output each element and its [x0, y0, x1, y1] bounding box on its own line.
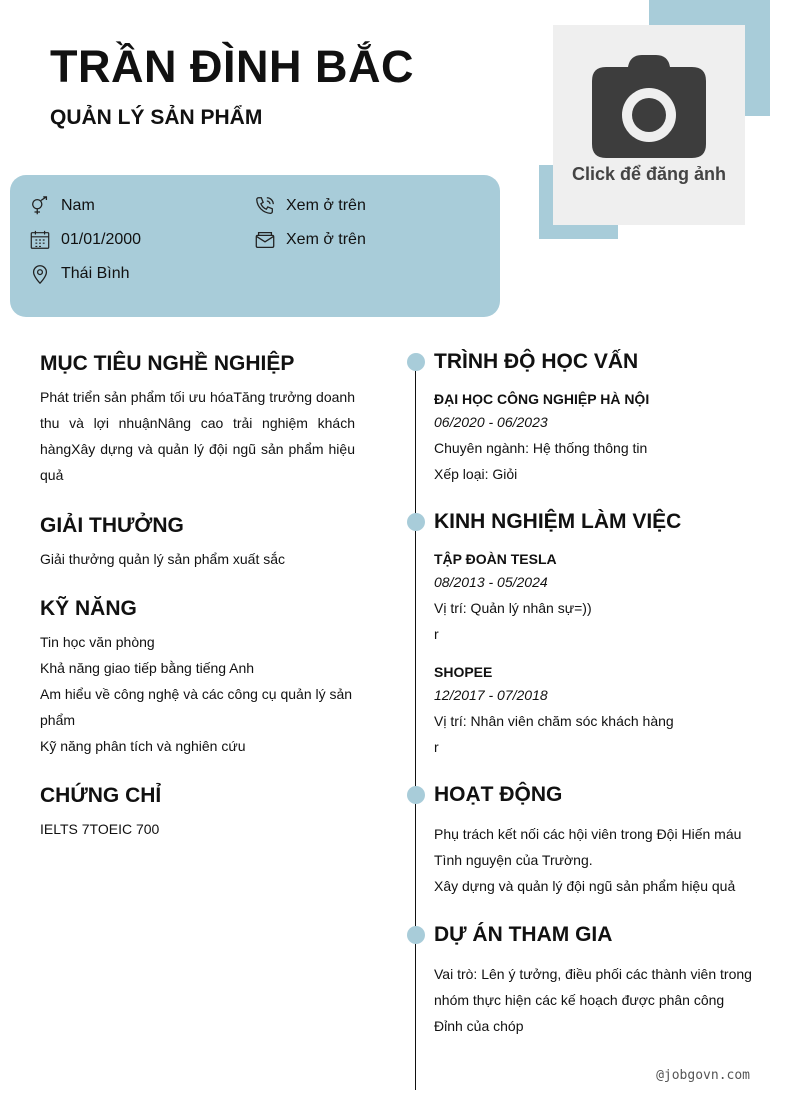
activity-item: Xây dựng và quản lý đội ngũ sản phẩm hiệu quả: [434, 878, 736, 894]
activities-title: HOẠT ĐỘNG: [434, 783, 563, 806]
photo-upload-label: Click để đăng ảnh: [571, 164, 727, 184]
projects-title: DỰ ÁN THAM GIA: [434, 923, 613, 946]
timeline-dot: [407, 926, 425, 944]
job-role: Vị trí: Quản lý nhân sự=)): [434, 600, 592, 616]
experience-title: KINH NGHIỆM LÀM VIỆC: [434, 510, 682, 533]
education-major: Chuyên ngành: Hệ thống thông tin: [434, 440, 648, 456]
objective-section: [40, 350, 355, 488]
job-date: 12/2017 - 07/2018: [434, 687, 548, 703]
gender-icon: [29, 195, 51, 217]
projects-section: [434, 921, 754, 1039]
certificates-section: [40, 782, 355, 842]
objective-text: Phát triển sản phẩm tối ưu hóaTăng trưởng doanh thu và lợi nhuậnNâng cao trải nghiệm khách hàngXây dựng và quản lý đội ngũ sản phẩm hiệu quả: [40, 389, 355, 483]
job-note: r: [434, 626, 439, 642]
skill-item: Tin học văn phòng: [40, 634, 155, 650]
job-note: r: [434, 739, 439, 755]
objective-title: MỤC TIÊU NGHỀ NGHIỆP: [40, 352, 295, 375]
education-date: 06/2020 - 06/2023: [434, 414, 548, 430]
skill-item: Kỹ năng phân tích và nghiên cứu: [40, 738, 246, 754]
timeline-dot: [407, 513, 425, 531]
awards-text: Giải thưởng quản lý sản phẩm xuất sắc: [40, 551, 286, 567]
footer-watermark: @jobgovn.com: [656, 1068, 750, 1083]
timeline-dot: [407, 353, 425, 371]
job-title: QUẢN LÝ SẢN PHẨM: [50, 106, 263, 129]
contact-gender: Nam: [29, 194, 95, 218]
skills-section: [40, 595, 355, 759]
school-name: ĐẠI HỌC CÔNG NGHIỆP HÀ NỘI: [434, 391, 650, 407]
contact-address: Thái Bình: [29, 262, 129, 286]
mail-icon: [254, 229, 276, 251]
contact-email: Xem ở trên: [254, 228, 366, 252]
certificates-text: IELTS 7TOEIC 700: [40, 821, 160, 837]
awards-section: [40, 512, 355, 572]
skill-item: Am hiểu về công nghệ và các công cụ quản lý sản phẩm: [40, 686, 353, 728]
education-grade: Xếp loại: Giỏi: [434, 466, 518, 482]
education-title: TRÌNH ĐỘ HỌC VẤN: [434, 350, 639, 373]
job-entry: [434, 549, 754, 647]
activities-section: [434, 781, 754, 899]
certificates-title: CHỨNG CHỈ: [40, 784, 162, 807]
camera-icon: [592, 55, 706, 158]
job-date: 08/2013 - 05/2024: [434, 574, 548, 590]
candidate-name: TRẦN ĐÌNH BẮC: [50, 41, 414, 92]
job-company: SHOPEE: [434, 664, 493, 680]
education-section: [434, 348, 754, 487]
photo-upload[interactable]: [553, 25, 745, 225]
contact-birthdate: 01/01/2000: [29, 228, 141, 252]
activity-item: Phụ trách kết nối các hội viên trong Đội Hiến máu Tình nguyện của Trường.: [434, 826, 742, 868]
location-pin-icon: [29, 263, 51, 285]
contact-box: [10, 175, 500, 317]
project-item: Vai trò: Lên ý tưởng, điều phối các thành viên trong nhóm thực hiện các kế hoạch được phân công: [434, 966, 752, 1008]
timeline-line: [415, 360, 416, 1090]
calendar-icon: [29, 229, 51, 251]
contact-phone: Xem ở trên: [254, 194, 366, 218]
job-entry: [434, 662, 754, 760]
experience-section: [434, 508, 754, 760]
phone-icon: [254, 195, 276, 217]
project-item: Đỉnh của chóp: [434, 1018, 524, 1034]
awards-title: GIẢI THƯỞNG: [40, 514, 184, 537]
job-role: Vị trí: Nhân viên chăm sóc khách hàng: [434, 713, 674, 729]
skill-item: Khả năng giao tiếp bằng tiếng Anh: [40, 660, 255, 676]
job-company: TẬP ĐOÀN TESLA: [434, 551, 557, 567]
timeline-dot: [407, 786, 425, 804]
skills-title: KỸ NĂNG: [40, 597, 137, 620]
